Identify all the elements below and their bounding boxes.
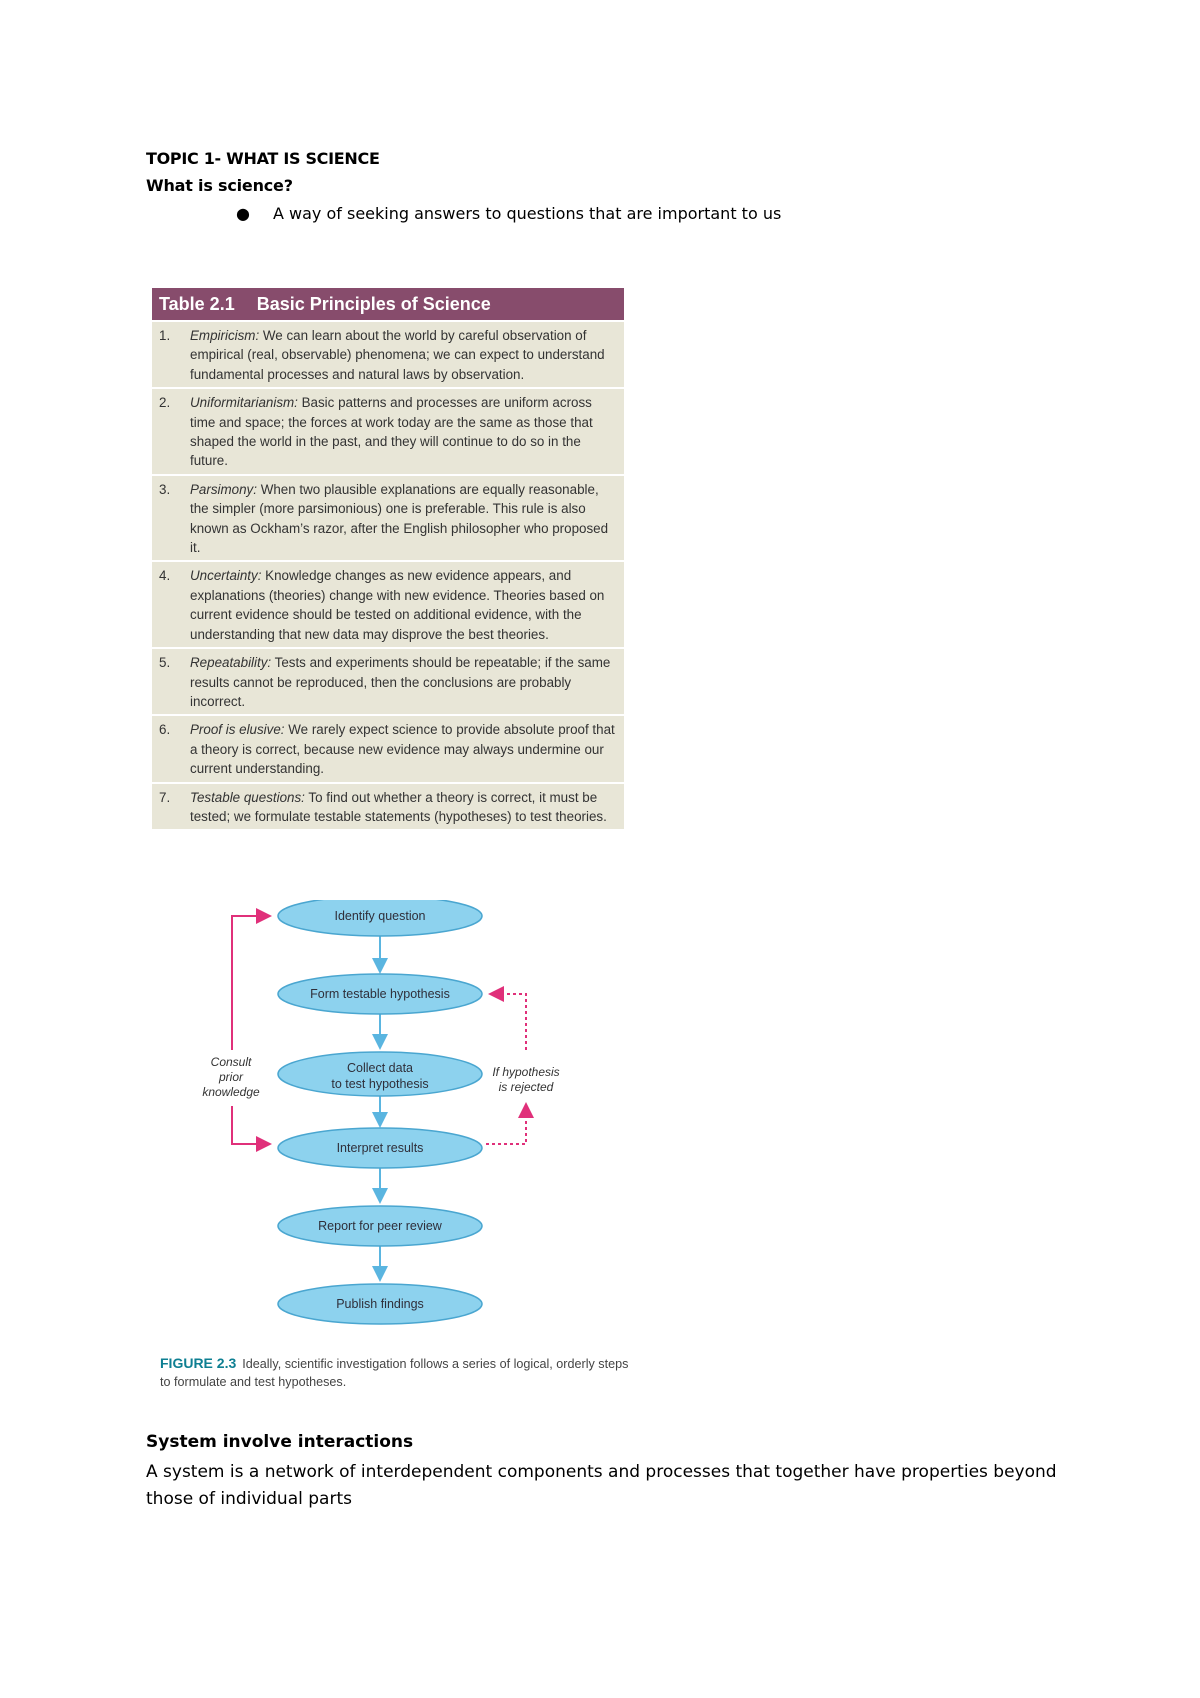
figure-caption — [160, 1354, 630, 1391]
row-body — [190, 566, 616, 644]
row-number: 6. — [159, 722, 171, 738]
table-row — [152, 714, 624, 781]
principles-table — [152, 288, 624, 829]
step-label: Form testable hypothesis — [310, 987, 450, 1001]
row-text: We rarely expect science to provide absolute proof that a theory is correct, because new evidence may always undermine our current understanding. — [190, 722, 615, 777]
row-number: 1. — [159, 328, 171, 343]
table-row — [152, 560, 624, 647]
consult-loop-arrow-bottom — [232, 1106, 264, 1144]
row-text: Knowledge changes as new evidence appears, and explanations (theories) change with new evidence. Theories based on current evidence should be tested on additional evidence, with the understanding that new data may disprove the best theories. — [190, 568, 605, 642]
step-label: Report for peer review — [318, 1219, 442, 1233]
step-label: to test hypothesis — [331, 1077, 429, 1091]
scientific-method-flowchart — [180, 900, 640, 1380]
table-row — [152, 387, 624, 474]
consult-loop-arrow-top — [232, 916, 264, 1050]
row-number: 4. — [159, 568, 171, 584]
row-text: When two plausible explanations are equally reasonable, the simpler (more parsimonious) one is preferable. This rule is also known as Ockham’s razor, after the English philosopher who proposed it. — [190, 481, 609, 556]
row-body — [190, 480, 616, 558]
systems-paragraph: A system is a network of interdependent components and processes that together have properties beyond those of individual parts — [146, 1462, 1057, 1509]
rejected-loop-bottom — [486, 1110, 526, 1144]
consult-label: knowledge — [202, 1085, 260, 1099]
row-term: Uniformitarianism: — [190, 395, 298, 411]
row-text: To find out whether a theory is correct, it must be tested; we formulate testable statements (hypotheses) to test theories. — [190, 789, 607, 824]
rejected-label: is rejected — [498, 1080, 554, 1094]
bullet-text: A way of seeking answers to questions that are important to us — [273, 204, 782, 223]
row-number: 3. — [159, 481, 171, 497]
section-subheading: What is science? — [146, 176, 293, 195]
rejected-label: If hypothesis — [492, 1065, 560, 1079]
table-header — [152, 288, 624, 320]
row-number: 5. — [159, 655, 171, 671]
row-body — [190, 393, 616, 471]
table-row — [152, 320, 624, 387]
systems-heading: System involve interactions — [146, 1432, 414, 1452]
table-title: Basic Principles of Science — [256, 293, 491, 314]
table-row — [152, 474, 624, 561]
row-term: Testable questions: — [190, 789, 305, 805]
figure-label: FIGURE 2.3 — [160, 1355, 237, 1371]
bullet-icon: ● — [236, 204, 250, 223]
row-term: Empiricism: — [190, 328, 260, 343]
row-term: Repeatability: — [190, 655, 272, 671]
rejected-loop-top — [496, 994, 526, 1050]
topic-heading: TOPIC 1- WHAT IS SCIENCE — [146, 149, 380, 168]
step-label: Collect data — [346, 1061, 414, 1075]
row-body — [190, 326, 616, 384]
step-label: Identify question — [334, 909, 426, 923]
row-text: Tests and experiments should be repeatable; if the same results cannot be reproduced, then the conclusions are probably incorrect. — [190, 655, 611, 709]
consult-label: prior — [218, 1070, 244, 1084]
step-label: Interpret results — [336, 1141, 424, 1155]
table-row — [152, 782, 624, 830]
table-number: Table 2.1 — [159, 293, 235, 314]
row-term: Proof is elusive: — [190, 722, 285, 738]
row-text: Basic patterns and processes are uniform across time and space; the forces at work today are the same as those that shaped the world in the past, and they will continue to do so in the future. — [190, 395, 593, 469]
figure-caption-text: Ideally, scientific investigation follows a series of logical, orderly steps to formulate and test hypotheses. — [160, 1357, 629, 1389]
row-number: 2. — [159, 395, 171, 411]
row-number: 7. — [159, 789, 171, 805]
row-term: Parsimony: — [190, 481, 257, 497]
row-term: Uncertainty: — [190, 568, 262, 584]
row-body — [190, 720, 616, 778]
table-row — [152, 647, 624, 714]
consult-label: Consult — [210, 1055, 252, 1069]
row-body — [190, 788, 616, 827]
row-body — [190, 653, 616, 711]
step-label: Publish findings — [336, 1297, 424, 1311]
row-text: We can learn about the world by careful observation of empirical (real, observable) phenomena; we can expect to understand fundamental processes and natural laws by observation. — [190, 328, 605, 382]
